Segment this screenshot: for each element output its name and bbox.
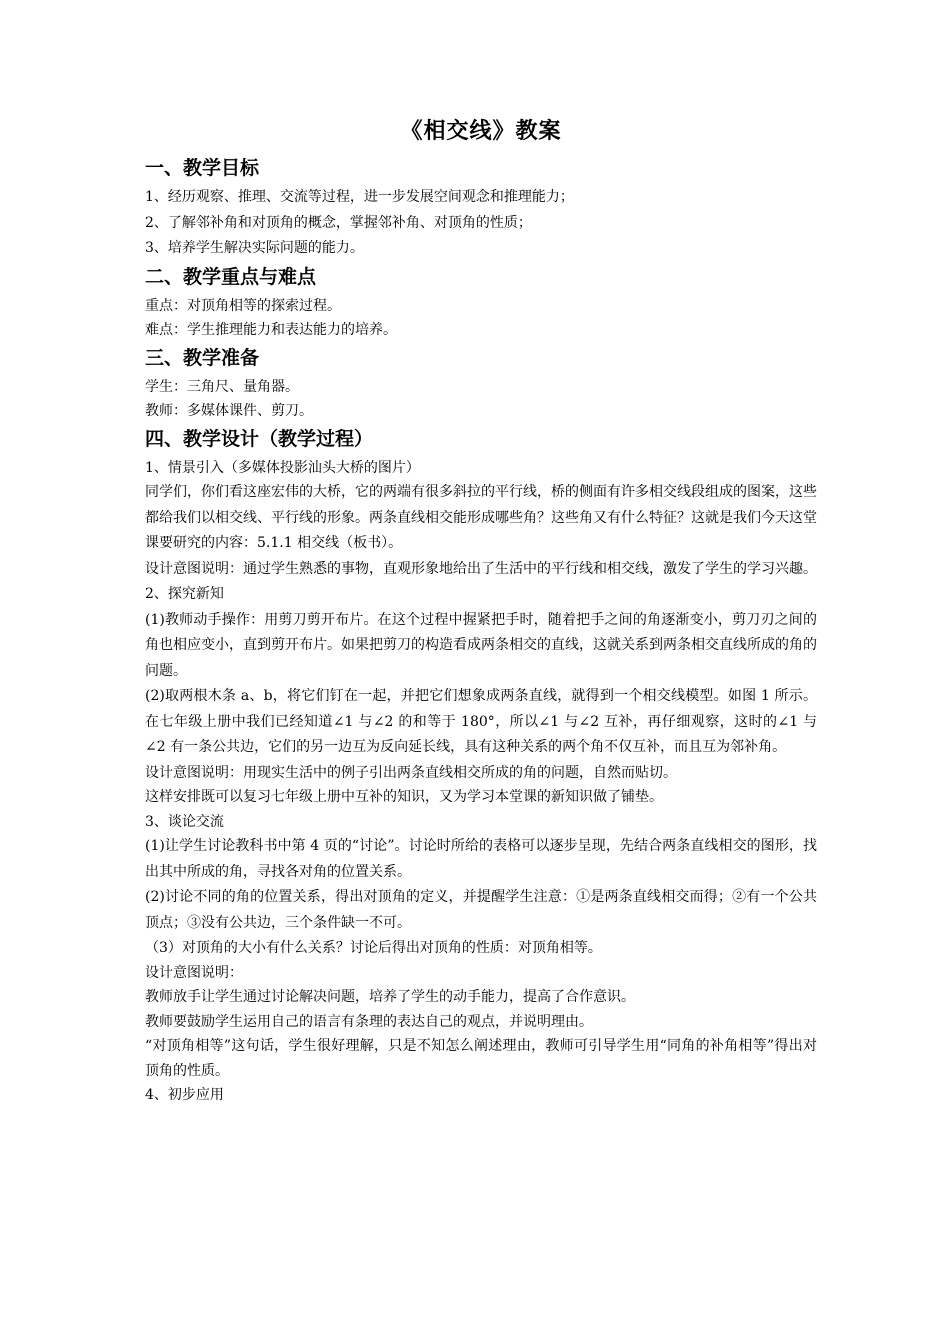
section-heading-objectives: 一、教学目标 xyxy=(145,157,260,179)
paragraph: (1)教师动手操作：用剪刀剪开布片。在这个过程中握紧把手时，随着把手之间的角逐渐变小，剪刀刃之间的角也相应变小，直到剪开布片。如果把剪刀的构造看成两条相交的直线，这就关系到两条相交直线所成的角的问题。 xyxy=(145,611,817,679)
paragraph: 4、初步应用 xyxy=(145,1087,224,1103)
paragraph: 1、情景引入（多媒体投影汕头大桥的图片） xyxy=(145,459,420,476)
paragraph: (1)让学生讨论教科书中第 4 页的“讨论”。讨论时所给的表格可以逐步呈现，先结合两条直线相交的图形，找出其中所成的角，寻找各对角的位置关系。 xyxy=(145,838,817,880)
paragraph: 2、了解邻补角和对顶角的概念，掌握邻补角、对顶角的性质； xyxy=(145,214,532,231)
paragraph: 设计意图说明：用现实生活中的例子引出两条直线相交所成的角的问题，自然而贴切。 xyxy=(145,764,677,781)
paragraph: (2)取两根木条 a、b，将它们钉在一起，并把它们想象成两条直线，就得到一个相交线模型。如图 1 所示。在七年级上册中我们已经知道∠1 与∠2 的和等于 180°，所以∠1 与∠2 互补，再仔细观察，这时的∠1 与∠2 有一条公共边，它们的另一边互为反向延长线，具有这种关系的两个角不仅互补，而且互为邻补角。 xyxy=(145,688,817,755)
paragraph: (2)讨论不同的角的位置关系，得出对顶角的定义，并提醒学生注意：①是两条直线相交而得；②有一个公共顶点；③没有公共边，三个条件缺一不可。 xyxy=(145,889,817,931)
paragraph: 教师：多媒体课件、剪刀。 xyxy=(145,403,313,419)
paragraph: （3）对顶角的大小有什么关系？讨论后得出对顶角的性质：对顶角相等。 xyxy=(145,940,602,956)
section-heading-design: 四、教学设计（教学过程） xyxy=(145,427,374,450)
paragraph: 同学们，你们看这座宏伟的大桥，它的两端有很多斜拉的平行线，桥的侧面有许多相交线段组成的图案，这些都给我们以相交线、平行线的形象。两条直线相交能形成哪些角？这些角又有什么特征？这就是我们今天这堂课要研究的内容：5.1.1 相交线（板书）。 xyxy=(145,484,817,551)
section-heading-key-points: 二、教学重点与难点 xyxy=(145,265,317,288)
paragraph: 教师要鼓励学生运用自己的语言有条理的表达自己的观点，并说明理由。 xyxy=(145,1013,593,1030)
paragraph: 3、谈论交流 xyxy=(145,813,224,830)
paragraph: 重点：对顶角相等的探索过程。 xyxy=(145,297,341,314)
paragraph: 这样安排既可以复习七年级上册中互补的知识，又为学习本堂课的新知识做了铺垫。 xyxy=(145,789,663,805)
document-page xyxy=(145,118,817,1108)
paragraph: “对顶角相等”这句话，学生很好理解，只是不知怎么阐述理由，教师可引导学生用“同角的补角相等”得出对顶角的性质。 xyxy=(145,1038,817,1079)
paragraph: 1、经历观察、推理、交流等过程，进一步发展空间观念和推理能力； xyxy=(145,189,574,205)
paragraph: 设计意图说明： xyxy=(145,964,243,981)
section-heading-preparation: 三、教学准备 xyxy=(145,346,260,369)
paragraph: 学生：三角尺、量角器。 xyxy=(145,378,299,395)
paragraph: 难点：学生推理能力和表达能力的培养。 xyxy=(145,322,397,338)
paragraph: 3、培养学生解决实际问题的能力。 xyxy=(145,240,364,256)
paragraph: 设计意图说明：通过学生熟悉的事物，直观形象地给出了生活中的平行线和相交线，激发了学生的学习兴趣。 xyxy=(145,560,817,577)
paragraph: 2、探究新知 xyxy=(145,586,224,602)
paragraph: 教师放手让学生通过讨论解决问题，培养了学生的动手能力，提高了合作意识。 xyxy=(145,989,635,1005)
document-title: 《相交线》教案 xyxy=(400,119,562,144)
